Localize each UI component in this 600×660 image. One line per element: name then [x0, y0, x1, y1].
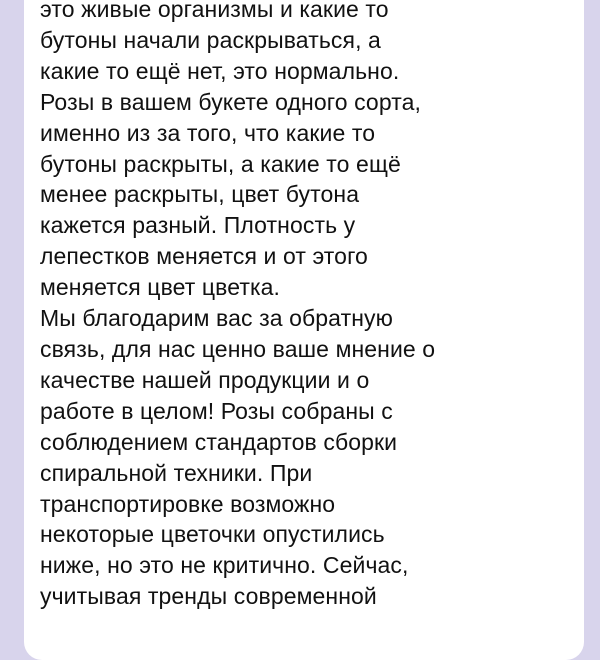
message-line: связь, для нас ценно ваше мнение о	[40, 335, 436, 362]
message-line: Розы в вашем букете одного сорта,	[40, 88, 421, 115]
message-line: меняется цвет цветка.	[40, 274, 281, 301]
message-line: спиральной техники. При	[40, 459, 313, 486]
message-line: Мы благодарим вас за обратную	[40, 305, 393, 332]
message-line: бутоны начали раскрываться, а	[40, 26, 381, 53]
chat-message-bubble	[24, 0, 584, 660]
message-line: именно из за того, что какие то	[40, 119, 376, 146]
message-line: транспортировке возможно	[40, 490, 336, 517]
message-line: лепестков меняется и от этого	[40, 243, 368, 270]
message-line: соблюдением стандартов сборки	[40, 428, 398, 455]
message-line: это живые организмы и какие то	[40, 0, 389, 22]
message-text	[40, 0, 584, 612]
message-line: работе в целом! Розы собраны с	[40, 397, 393, 424]
message-line: учитывая тренды современной	[40, 583, 377, 610]
message-line: кажется разный. Плотность у	[40, 212, 356, 239]
message-line: какие то ещё нет, это нормально.	[40, 57, 400, 84]
message-line: менее раскрыты, цвет бутона	[40, 181, 360, 208]
message-line: ниже, но это не критично. Сейчас,	[40, 552, 409, 579]
message-line: качестве нашей продукции и о	[40, 366, 370, 393]
message-line: бутоны раскрыты, а какие то ещё	[40, 150, 401, 177]
message-line: некоторые цветочки опустились	[40, 521, 385, 548]
